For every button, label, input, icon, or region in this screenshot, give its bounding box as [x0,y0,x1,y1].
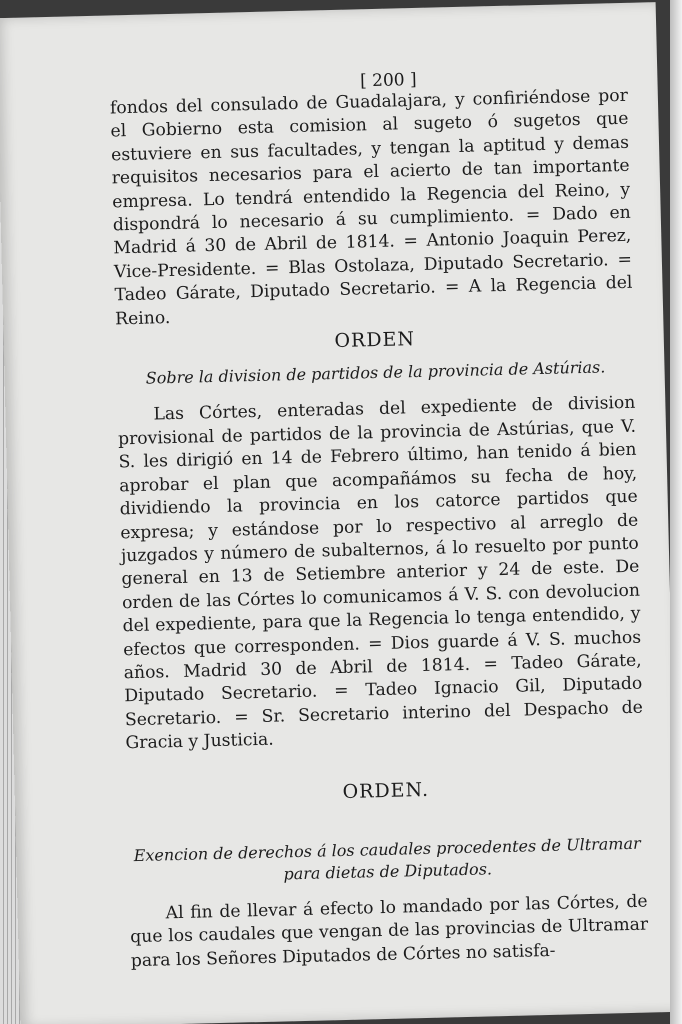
subtitle-exencion: Exencion de derechos á los caudales procedentes de Ultramar para dietas de Diputados. [133,833,641,884]
paragraph-2: Las Córtes, enteradas del expediente de division provisional de partidos de la provincia de Astúrias, que V. S. les dirigió en 14 de Febrero último, han tenido á bien aprobar el plan que acompañámos su fecha de hoy, dividiendo la provincia en los catorce partidos que expresa; y estándose por lo respectivo al arreglo de juzgados y número de subalternos, á lo resuelto por punto general en 13 de Setiembre anterior y 24 de este. De orden de las Córtes lo comunicamos á V. S. con devolucion del expediente, para que la Regencia lo tenga entendido, y efectos que corresponden. = Dios guarde á V. S. muchos años. Madrid 30 de Abril de 1814. = Tadeo Gárate, Diputado Secretario. = Tadeo Ignacio Gil, Diputado Secretario. = Sr. Secretario interino del Despacho de Gracia y Justicia. [117,393,644,754]
page-right-edge [670,0,682,1024]
paper-page [0,2,680,1024]
paragraph-3: Al fin de llevar á efecto lo mandado por las Córtes, de que los caudales que vengan de las provincias de Ultramar para los Señores Diputados de Córtes no satisfa- [130,891,649,971]
page-number: [ 200 ] [359,69,417,92]
heading-orden-2: ORDEN. [342,778,430,803]
paragraph-1: fondos del consulado de Guadalajara, y confiriéndose por el Gobierno esta comision al sugeto ó sugetos que estuviere en sus facultades, y tengan la aptitud y demas requisitos necesarios para el acierto de tan importante empresa. Lo tendrá entendido la Regencia del Reino, y dispondrá lo necesario á su cumplimiento. = Dado en Madrid á 30 de Abril de 1814. = Antonio Joaquin Perez, Vice-Presidente. = Blas Ostolaza, Diputado Secretario. = Tadeo Gárate, Diputado Secretario. = A la Regencia del Reino. [109,85,633,330]
heading-orden-1: ORDEN [334,328,416,353]
page-text [109,65,649,974]
subtitle-asturias: Sobre la division de partidos de la provincia de Astúrias. [145,357,606,389]
